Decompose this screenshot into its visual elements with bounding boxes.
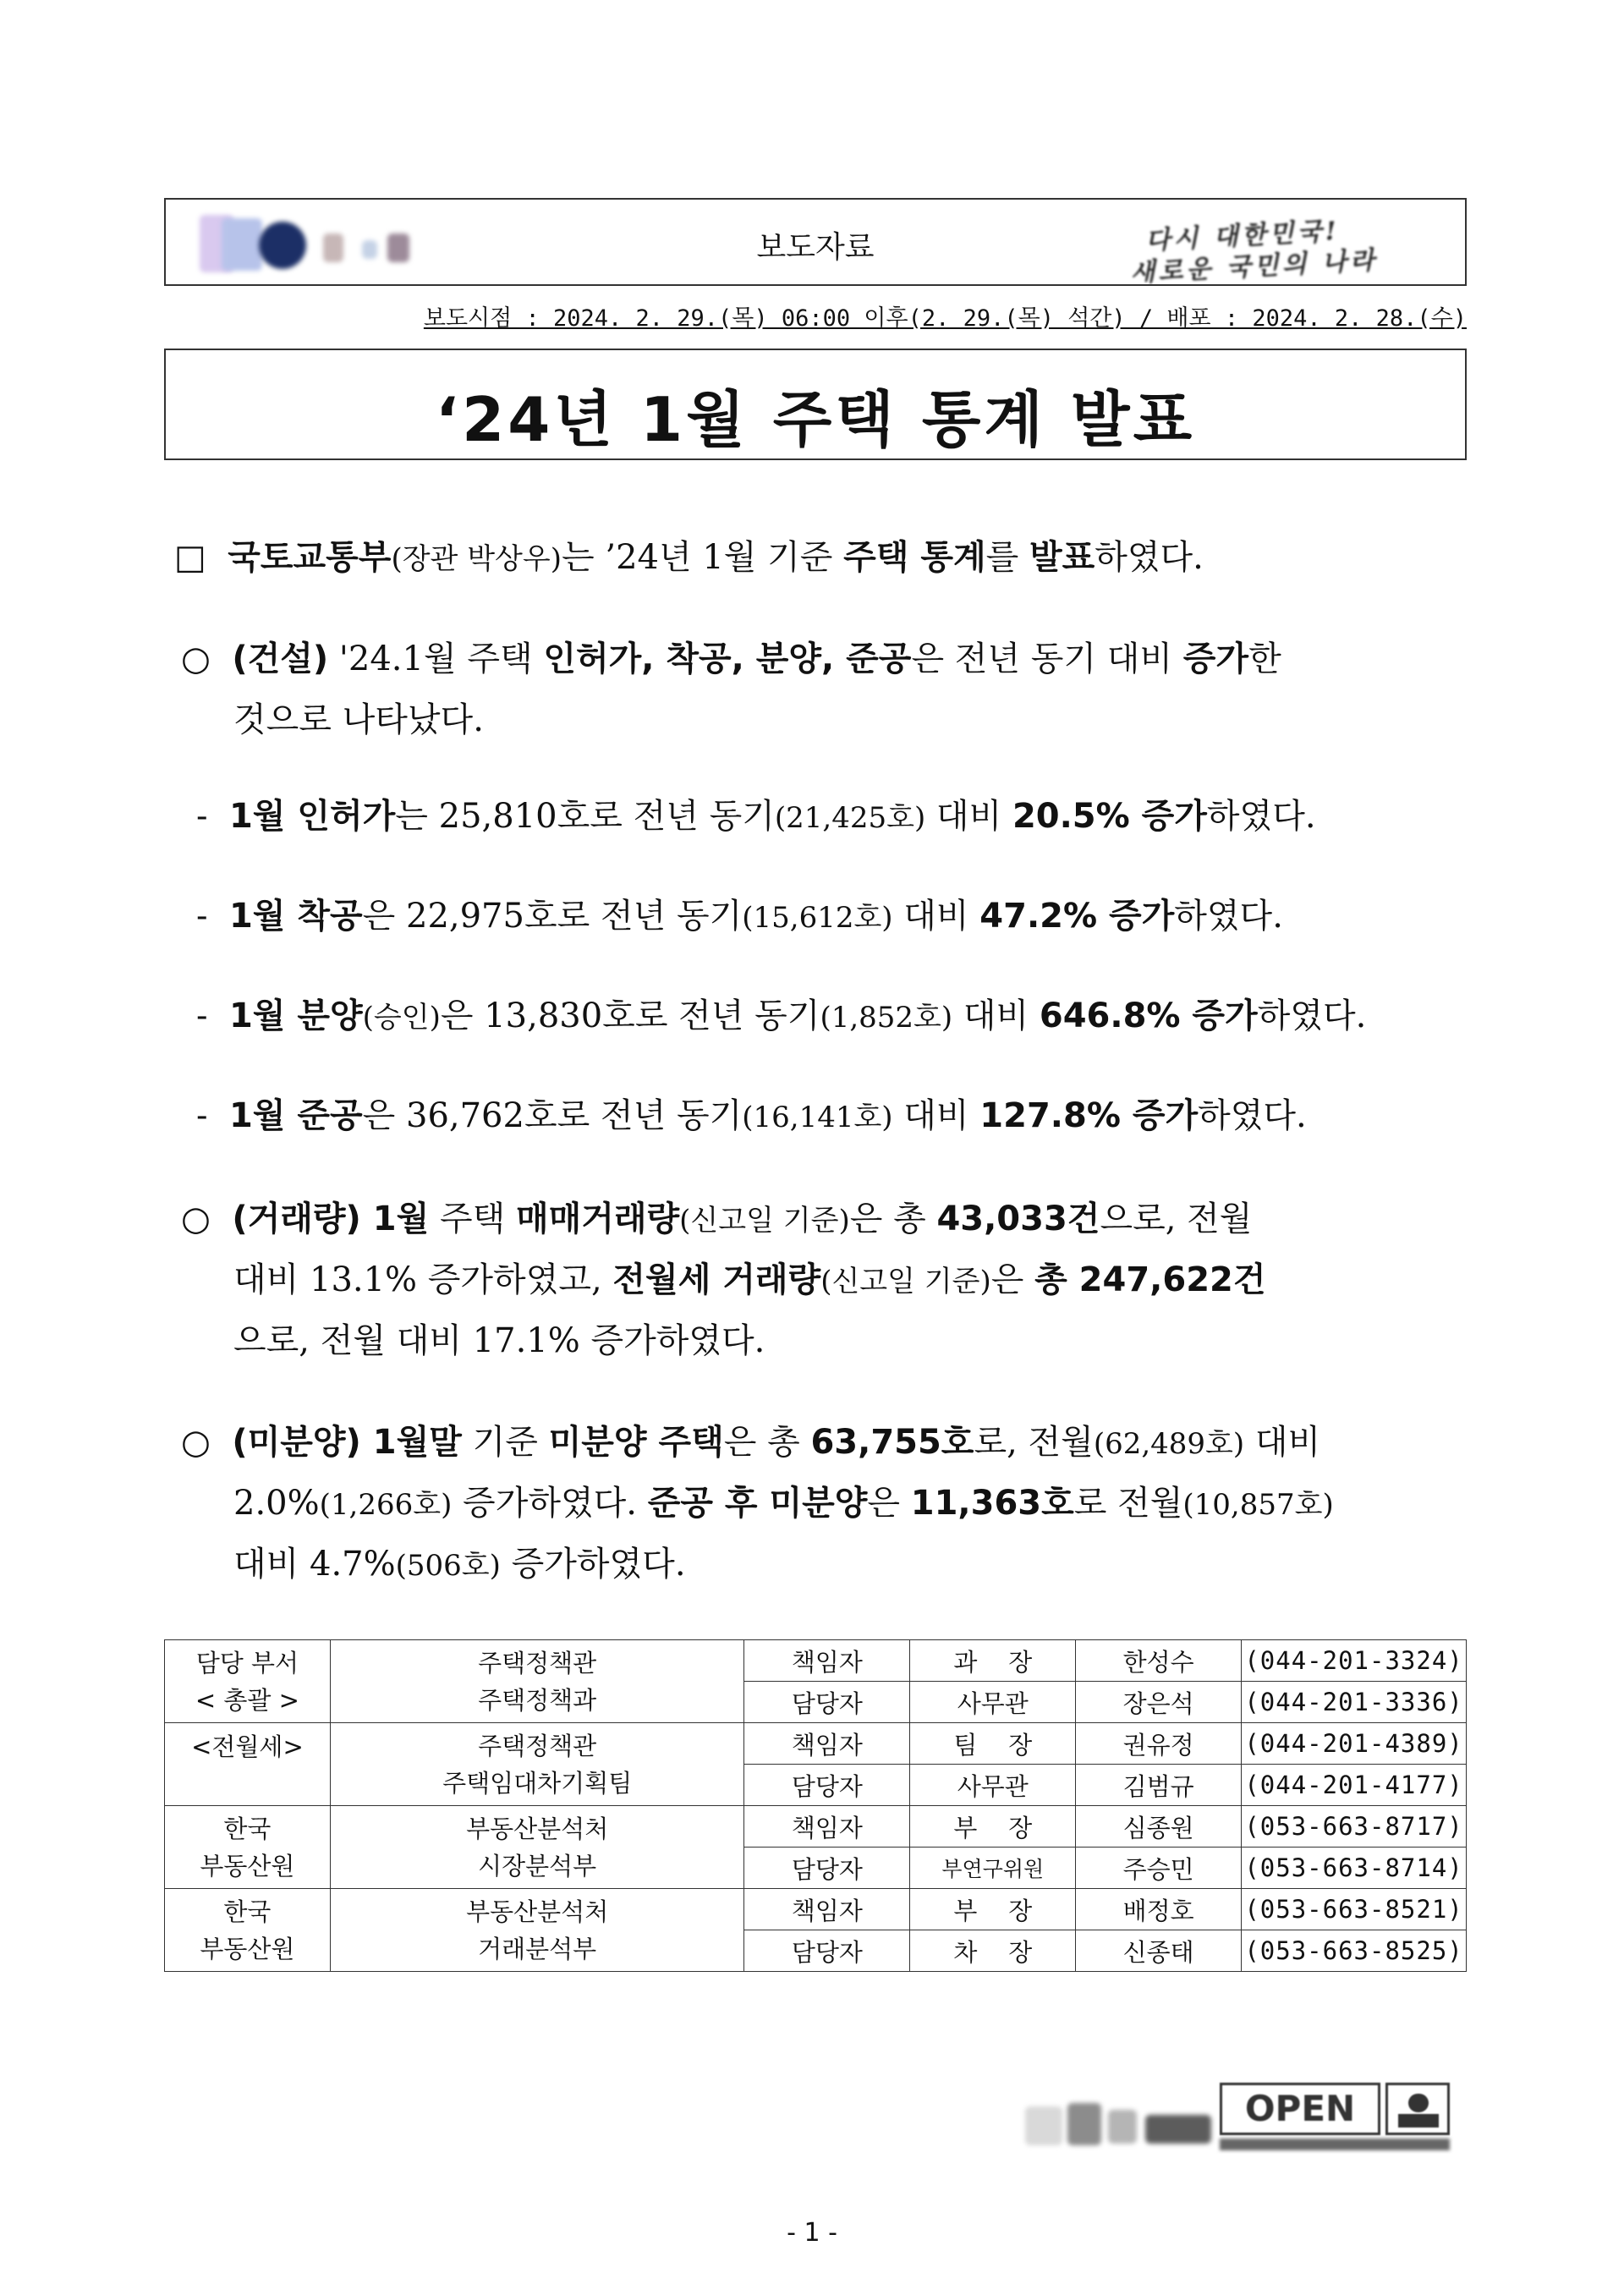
header-box (164, 198, 1467, 286)
role-cell: 담당자 (744, 1848, 910, 1889)
title-cell: 차 장 (910, 1930, 1076, 1972)
phone-cell: (053-663-8521) (1242, 1889, 1467, 1930)
unsold-line-3: 대비 4.7%(506호) 증가하였다. (233, 1545, 686, 1584)
title-cell: 부 장 (910, 1889, 1076, 1930)
dept-cell: 한국 부동산원 (165, 1806, 331, 1889)
phone-cell: (053-663-8714) (1242, 1848, 1467, 1889)
name-cell: 권유정 (1076, 1723, 1242, 1765)
unsold-line-2: 2.0%(1,266호) 증가하였다. 준공 후 미분양은 11,363호로 전월(10,857호) (233, 1484, 1334, 1523)
phone-cell: (053-663-8717) (1242, 1806, 1467, 1848)
role-cell: 책임자 (744, 1640, 910, 1682)
contacts-table (164, 1639, 1467, 1972)
construction-item-starts: - 1월 착공은 22,975호로 전년 동기(15,612호) 대비 47.2% 증가하였다. (196, 897, 1283, 936)
role-cell: 책임자 (744, 1806, 910, 1848)
role-cell: 담당자 (744, 1765, 910, 1806)
phone-cell: (044-201-3336) (1242, 1682, 1467, 1723)
open-license-logo: OPEN (1220, 2083, 1453, 2157)
dept-cell: 담당 부서 < 총괄 > (165, 1640, 331, 1723)
name-cell: 신종태 (1076, 1930, 1242, 1972)
phone-cell: (044-201-4389) (1242, 1723, 1467, 1765)
name-cell: 배정호 (1076, 1889, 1242, 1930)
title-cell: 사무관 (910, 1765, 1076, 1806)
phone-cell: (053-663-8525) (1242, 1930, 1467, 1972)
bullet-circle-icon: ○ (181, 1423, 211, 1462)
role-cell: 책임자 (744, 1723, 910, 1765)
office-cell: 주택정책관 주택정책과 (330, 1640, 744, 1723)
title-cell: 부연구위원 (910, 1848, 1076, 1889)
bullet-circle-icon: ○ (181, 640, 211, 678)
name-cell: 김범규 (1076, 1765, 1242, 1806)
title-cell: 과 장 (910, 1640, 1076, 1682)
name-cell: 한성수 (1076, 1640, 1242, 1682)
document-title: ‘24년 1월 주택 통계 발표 (435, 384, 1196, 455)
name-cell: 장은석 (1076, 1682, 1242, 1723)
dept-cell: 한국 부동산원 (165, 1889, 331, 1972)
construction-item-permits: - 1월 인허가는 25,810호로 전년 동기(21,425호) 대비 20.5% 증가하였다. (196, 797, 1316, 836)
role-cell: 책임자 (744, 1889, 910, 1930)
transactions-line-2: 대비 13.1% 증가하였고, 전월세 거래량(신고일 기준)은 총 247,622건 (233, 1260, 1266, 1299)
role-cell: 담당자 (744, 1930, 910, 1972)
license-icon (1385, 2083, 1450, 2135)
footer-blurred-mark (1025, 2098, 1220, 2157)
table-row (165, 1889, 1467, 1930)
office-cell: 주택정책관 주택임대차기획팀 (330, 1723, 744, 1806)
table-row (165, 1640, 1467, 1682)
transactions-line-3: 으로, 전월 대비 17.1% 증가하였다. (233, 1321, 765, 1360)
unsold-line-1: ○ (미분양) 1월말 기준 미분양 주택은 총 63,755호로, 전월(62,489호) 대비 (181, 1423, 1321, 1462)
construction-item-sales: - 1월 분양(승인)은 13,830호로 전년 동기(1,852호) 대비 646.8% 증가하였다. (196, 997, 1367, 1035)
intro-paragraph: □ 국토교통부(장관 박상우)는 ’24년 1월 기준 주택 통계를 발표하였다. (174, 538, 1204, 577)
office-cell: 부동산분석처 시장분석부 (330, 1806, 744, 1889)
phone-cell: (044-201-3324) (1242, 1640, 1467, 1682)
title-box (164, 349, 1467, 460)
name-cell: 주승민 (1076, 1848, 1242, 1889)
checkbox-square-icon: □ (174, 538, 206, 577)
title-cell: 팀 장 (910, 1723, 1076, 1765)
phone-cell: (044-201-4177) (1242, 1765, 1467, 1806)
construction-item-completions: - 1월 준공은 36,762호로 전년 동기(16,141호) 대비 127.8% 증가하였다. (196, 1096, 1307, 1135)
release-time: 보도시점 : 2024. 2. 29.(목) 06:00 이후(2. 29.(목) 석간) / 배포 : 2024. 2. 28.(수) (423, 305, 1467, 332)
transactions-line-1: ○ (거래량) 1월 주택 매매거래량(신고일 기준)은 총 43,033건으로, 전월 (181, 1200, 1253, 1238)
dept-cell: <전월세> (165, 1723, 331, 1806)
table-row (165, 1806, 1467, 1848)
role-cell: 담당자 (744, 1682, 910, 1723)
title-cell: 부 장 (910, 1806, 1076, 1848)
construction-line-2: 것으로 나타났다. (233, 700, 484, 739)
press-release-label: 보도자료 (756, 230, 875, 265)
slogan-line-1: 다시 대한민국! (1144, 216, 1341, 256)
page-number: - 1 - (787, 2218, 837, 2248)
table-row (165, 1723, 1467, 1765)
bullet-circle-icon: ○ (181, 1200, 211, 1238)
office-cell: 부동산분석처 거래분석부 (330, 1889, 744, 1972)
slogan-line-2: 새로운 국민의 나라 (1129, 245, 1379, 288)
slogan-handwriting (1129, 211, 1443, 288)
title-cell: 사무관 (910, 1682, 1076, 1723)
construction-line-1: ○ (건설) '24.1월 주택 인허가, 착공, 분양, 준공은 전년 동기 대비 증가한 (181, 640, 1281, 678)
name-cell: 심종원 (1076, 1806, 1242, 1848)
